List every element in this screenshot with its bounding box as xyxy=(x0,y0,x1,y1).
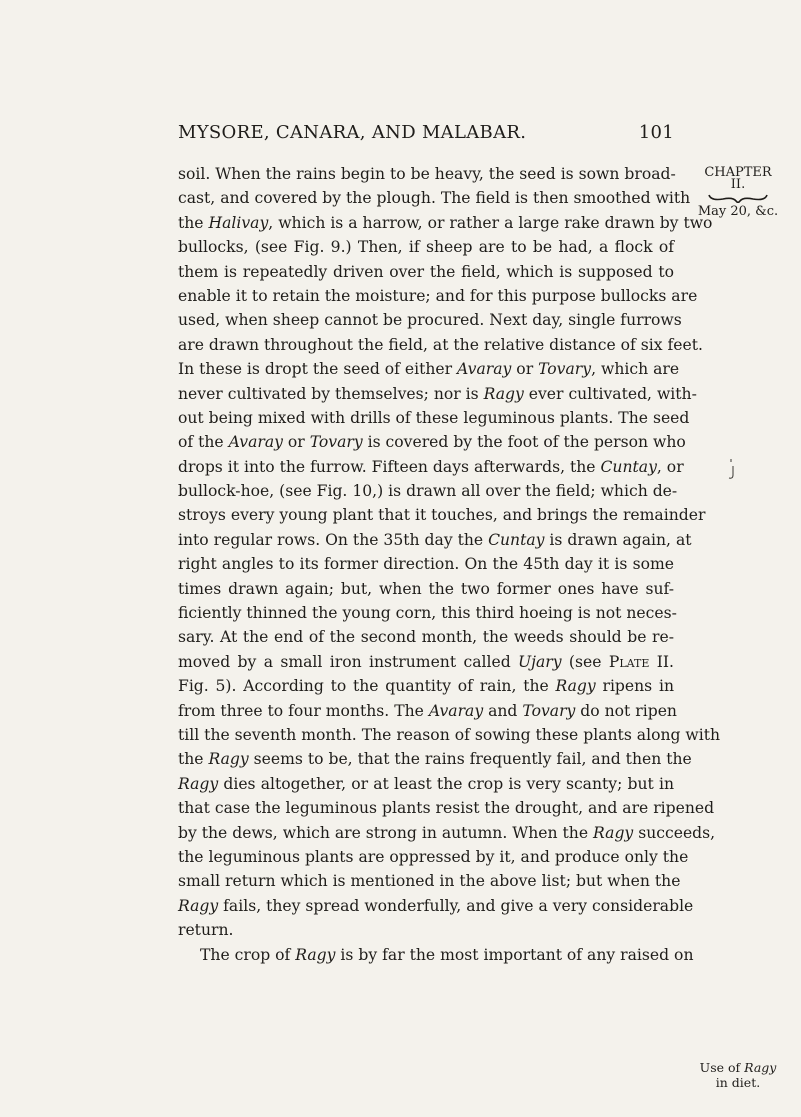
margin-diet-line: in diet. xyxy=(715,1075,761,1090)
text-run: , which are xyxy=(591,360,680,379)
italic-term: Ragy xyxy=(483,384,524,403)
italic-term: Tovary xyxy=(538,360,592,379)
margin-chapter-number: II. xyxy=(730,177,746,192)
text-line xyxy=(178,650,674,674)
text-run: soil. When the rains begin to be heavy, the seed is sown broad- xyxy=(178,165,676,183)
text-line xyxy=(178,918,674,942)
text-line xyxy=(178,406,690,430)
italic-term: Halivay xyxy=(208,213,269,232)
text-run: do not ripen xyxy=(575,701,677,720)
text-run: (see xyxy=(561,652,609,671)
text-line xyxy=(178,260,674,284)
text-line xyxy=(178,211,713,235)
text-run: is by far the most important of any raised on xyxy=(335,945,694,964)
text-line xyxy=(178,528,692,552)
text-run: cast, and covered by the plough. The field is then smoothed with xyxy=(178,189,691,208)
text-run: used, when sheep cannot be procured. Next day, single furrows xyxy=(178,311,682,330)
text-line xyxy=(178,455,684,479)
text-run: enable it to retain the moisture; and for this purpose bullocks are xyxy=(178,286,698,305)
text-run: the xyxy=(178,750,209,769)
text-run: by the dews, which are strong in autumn. When the xyxy=(178,823,594,842)
italic-term: Tovary xyxy=(309,433,363,452)
text-run: succeeds, xyxy=(633,823,716,842)
brace-ornament-icon xyxy=(707,193,769,203)
text-line xyxy=(178,479,678,503)
text-line xyxy=(178,625,674,649)
text-line xyxy=(178,894,694,918)
text-run: are drawn throughout the field, at the relative distance of six feet. xyxy=(178,335,703,354)
text-run: bullocks, (see Fig. 9.) Then, if sheep are to be had, a flock of xyxy=(178,238,674,257)
text-run: sary. At the end of the second month, the weeds should be re- xyxy=(178,628,674,647)
italic-term: Avaray xyxy=(228,433,283,452)
text-run: Fig. 5). According to the quantity of rain, the xyxy=(178,677,556,696)
text-line xyxy=(178,430,686,454)
text-run: right angles to its former direction. On the 45th day it is some xyxy=(178,555,674,574)
text-line xyxy=(178,796,715,820)
small-caps-term: Plate xyxy=(608,652,650,671)
text-run: is covered by the foot of the person who xyxy=(362,433,686,452)
italic-term: Avaray xyxy=(457,360,512,379)
text-line xyxy=(178,943,694,967)
text-run: out being mixed with drills of these leguminous plants. The seed xyxy=(178,408,690,427)
text-line xyxy=(178,747,692,771)
text-line xyxy=(178,333,703,357)
text-run: ever cultivated, with- xyxy=(523,384,697,403)
body-text xyxy=(178,162,721,967)
text-line xyxy=(178,357,680,381)
italic-term: Tovary xyxy=(522,701,576,720)
margin-use-line xyxy=(683,1060,793,1075)
text-run: or xyxy=(511,360,539,379)
text-run: from three to four months. The xyxy=(178,701,429,720)
margin-chapter-label: CHAPTER xyxy=(704,165,772,180)
text-run: or xyxy=(282,433,310,452)
text-run: ficiently thinned the young corn, this third hoeing is not neces- xyxy=(178,604,677,623)
text-line xyxy=(178,577,674,601)
text-run: return. xyxy=(178,921,234,940)
margin-use-text: Use of xyxy=(699,1060,741,1075)
text-run: is drawn again, at xyxy=(544,530,692,549)
text-run: small return which is mentioned in the above list; but when the xyxy=(178,872,681,891)
text-run: till the seventh month. The reason of sowing these plants along with xyxy=(178,725,721,744)
text-run: times drawn again; but, when the two former ones have suf- xyxy=(178,579,674,598)
text-run: stroys every young plant that it touches, and brings the remainder xyxy=(178,506,706,525)
text-run: that case the leguminous plants resist the drought, and are ripened xyxy=(178,799,715,818)
margin-date: May 20, &c. xyxy=(697,204,779,219)
text-run: them is repeatedly driven over the field, which is supposed to xyxy=(178,262,674,281)
text-line xyxy=(178,674,674,698)
italic-term: Avaray xyxy=(428,701,484,720)
text-run: In these is dropt the seed of either xyxy=(178,360,458,379)
text-line xyxy=(178,284,698,308)
text-run: seems to be, that the rains frequently fail, and then the xyxy=(248,750,692,769)
margin-note-use-of-ragy xyxy=(683,1060,793,1090)
text-run: II. xyxy=(649,652,674,671)
text-run: , which is a harrow, or rather a large rake drawn by two xyxy=(268,213,713,232)
italic-term: Ragy xyxy=(555,677,596,696)
text-line xyxy=(178,869,681,893)
text-run: the xyxy=(178,213,209,232)
text-line xyxy=(178,552,674,576)
italic-term: Ragy xyxy=(593,823,634,842)
text-run: moved by a small iron instrument called xyxy=(178,652,519,671)
text-run: and xyxy=(483,701,523,720)
italic-term: Ujary xyxy=(518,652,562,671)
text-line xyxy=(178,186,691,210)
text-line xyxy=(178,503,706,527)
italic-term: Ragy xyxy=(178,896,219,915)
italic-term: Cuntay xyxy=(488,530,545,549)
margin-mark-icon xyxy=(728,458,736,480)
italic-term: Cuntay xyxy=(600,457,657,476)
page-number: 101 xyxy=(638,122,674,143)
text-run: the leguminous plants are oppressed by it, and produce only the xyxy=(178,847,689,866)
text-run: never cultivated by themselves; nor is xyxy=(178,384,484,403)
text-line xyxy=(178,162,674,186)
italic-term: Ragy xyxy=(295,945,336,964)
text-line xyxy=(178,699,677,723)
margin-note-chapter xyxy=(683,165,793,219)
italic-term: Ragy xyxy=(208,750,249,769)
text-run: bullock-hoe, (see Fig. 10,) is drawn all over the field; which de- xyxy=(178,482,678,501)
text-line xyxy=(178,845,689,869)
text-run: drops it into the furrow. Fifteen days afterwards, the xyxy=(178,457,601,476)
text-line xyxy=(178,382,697,406)
text-run: ripens in xyxy=(595,677,674,696)
text-run: , or xyxy=(656,457,684,476)
text-line xyxy=(178,235,674,259)
text-run: into regular rows. On the 35th day the xyxy=(178,530,489,549)
text-run: of the xyxy=(178,433,229,452)
text-run: The crop of xyxy=(200,945,296,964)
text-line xyxy=(178,601,677,625)
text-line xyxy=(178,308,682,332)
text-line xyxy=(178,821,716,845)
text-line xyxy=(178,723,721,747)
text-run: fails, they spread wonderfully, and give a very considerable xyxy=(218,896,694,915)
italic-term: Ragy xyxy=(178,774,219,793)
text-run: dies altogether, or at least the crop is very scanty; but in xyxy=(218,774,674,793)
text-line xyxy=(178,772,674,796)
running-head: MYSORE, CANARA, AND MALABAR. xyxy=(178,122,527,143)
margin-ragy-text: Ragy xyxy=(744,1060,777,1075)
